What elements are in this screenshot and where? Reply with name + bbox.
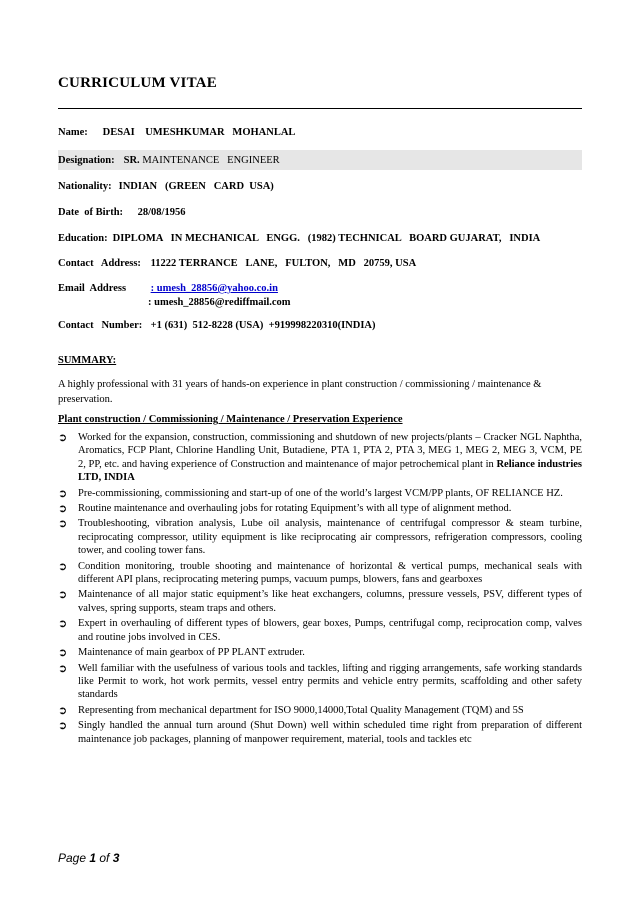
name-label: Name:: [58, 127, 88, 138]
experience-list: [58, 431, 582, 748]
arrow-right-icon: ➲: [58, 661, 68, 675]
arrow-right-icon: ➲: [58, 703, 68, 717]
summary-text: A highly professional with 31 years of hands-on experience in plant construction / commissioning / maintenance & preservation.: [58, 379, 542, 405]
list-item: ➲ Expert in overhauling of different types of blowers, gear boxes, Pumps, centrifugal comp, reciprocation comp, valves and routine jobs involved in CES.: [58, 617, 582, 643]
list-item: ➲ Representing from mechanical department for ISO 9000,14000,Total Quality Management (TQM) and 5S: [58, 703, 524, 717]
list-item: ➲ Pre-commissioning, commissioning and start-up of one of the world’s largest VCM/PP plants, OF RELIANCE HZ.: [58, 486, 563, 500]
address-value: 11222 TERRANCE LANE, FULTON, MD 20759, USA: [150, 258, 417, 269]
arrow-right-icon: ➲: [58, 719, 68, 733]
email-row: [58, 283, 278, 294]
summary-heading: SUMMARY:: [58, 355, 117, 366]
address-label: Contact Address:: [58, 258, 141, 269]
name-value: DESAI UMESHKUMAR MOHANLAL: [102, 127, 296, 138]
document-title: CURRICULUM VITAE: [58, 75, 217, 91]
list-item: ➲ Maintenance of main gearbox of PP PLANT extruder.: [58, 646, 305, 660]
page-number: Page 1 of 3: [58, 851, 120, 865]
designation-label: Designation:: [58, 155, 115, 166]
nationality-label: Nationality:: [58, 181, 112, 192]
phone-value: +1 (631) 512-8228 (USA) +919998220310(INDIA): [150, 320, 376, 331]
nationality-row: [58, 181, 274, 192]
education-value: DIPLOMA IN MECHANICAL ENGG. (1982) TECHNICAL BOARD GUJARAT, INDIA: [112, 233, 541, 244]
email-primary-link[interactable]: : umesh_28856@yahoo.co.in: [150, 283, 278, 294]
experience-heading: Plant construction / Commissioning / Maintenance / Preservation Experience: [58, 414, 403, 425]
list-item: ➲ Worked for the expansion, construction, commissioning and shutdown of new projects/plants – Cracker NGL Naphtha, Aromatics, FCP Plant, Chlorine Handling Unit, Butadiene, PTA 1, PTA 2, PTA 3, MEG 1, MEG 2, MEG 3, VCM, PE 2, PP, etc. and having experience of Construction and maintenance of major petrochemical plant in Reliance industries LTD, INDIA: [58, 431, 582, 484]
list-item: ➲ Routine maintenance and overhauling jobs for rotating Equipment’s with all type of alignment method.: [58, 502, 512, 516]
title-divider: [58, 108, 582, 109]
designation-value: MAINTENANCE ENGINEER: [139, 155, 280, 166]
list-item: ➲ Well familiar with the usefulness of various tools and tackles, lifting and rigging arrangements, safe working standards like Permit to work, hot work permits, vessel entry permits and vehicle entry permits, scaffolding and other safety standards: [58, 661, 582, 701]
arrow-right-icon: ➲: [58, 486, 68, 500]
arrow-right-icon: ➲: [58, 617, 68, 631]
list-item: ➲ Condition monitoring, trouble shooting and maintenance of horizontal & vertical pumps, mechanical seals with different API plans, reciprocating metering pumps, vacuum pumps, blowers, fans and gearboxes: [58, 559, 582, 586]
designation-value-bold: SR.: [123, 155, 140, 166]
arrow-right-icon: ➲: [58, 502, 68, 516]
address-row: [58, 258, 416, 269]
email-label: Email Address: [58, 283, 127, 294]
list-item: ➲ Troubleshooting, vibration analysis, Lube oil analysis, maintenance of centrifugal compressor & steam turbine, reciprocating compressor, utility equipment is like reciprocating air compressors, refrigeration compressors, cooling tower, and cooling tower fans.: [58, 517, 582, 557]
dob-row: [58, 207, 185, 218]
name-row: [58, 127, 295, 138]
arrow-right-icon: ➲: [58, 517, 68, 531]
nationality-value: INDIAN (GREEN CARD USA): [118, 181, 274, 192]
dob-label: Date of Birth:: [58, 207, 124, 218]
phone-label: Contact Number:: [58, 320, 143, 331]
education-label: Education:: [58, 233, 108, 244]
arrow-right-icon: ➲: [58, 646, 68, 660]
arrow-right-icon: ➲: [58, 431, 68, 444]
designation-row: [58, 155, 280, 166]
email-secondary: : umesh_28856@rediffmail.com: [148, 297, 291, 308]
email-secondary-row: [148, 297, 291, 308]
phone-row: [58, 320, 376, 331]
arrow-right-icon: ➲: [58, 588, 68, 602]
list-item: ➲ Singly handled the annual turn around (Shut Down) well within scheduled time right from preparation of different maintenance job packages, planning of manpower requirement, material, tools and tackles etc: [58, 719, 582, 745]
education-row: [58, 233, 540, 244]
dob-value: 28/08/1956: [137, 207, 186, 218]
arrow-right-icon: ➲: [58, 559, 68, 573]
list-item: ➲ Maintenance of all major static equipment’s like heat exchangers, columns, pressure vessels, PSV, different types of valves, spring supports, steam traps and others.: [58, 588, 582, 614]
